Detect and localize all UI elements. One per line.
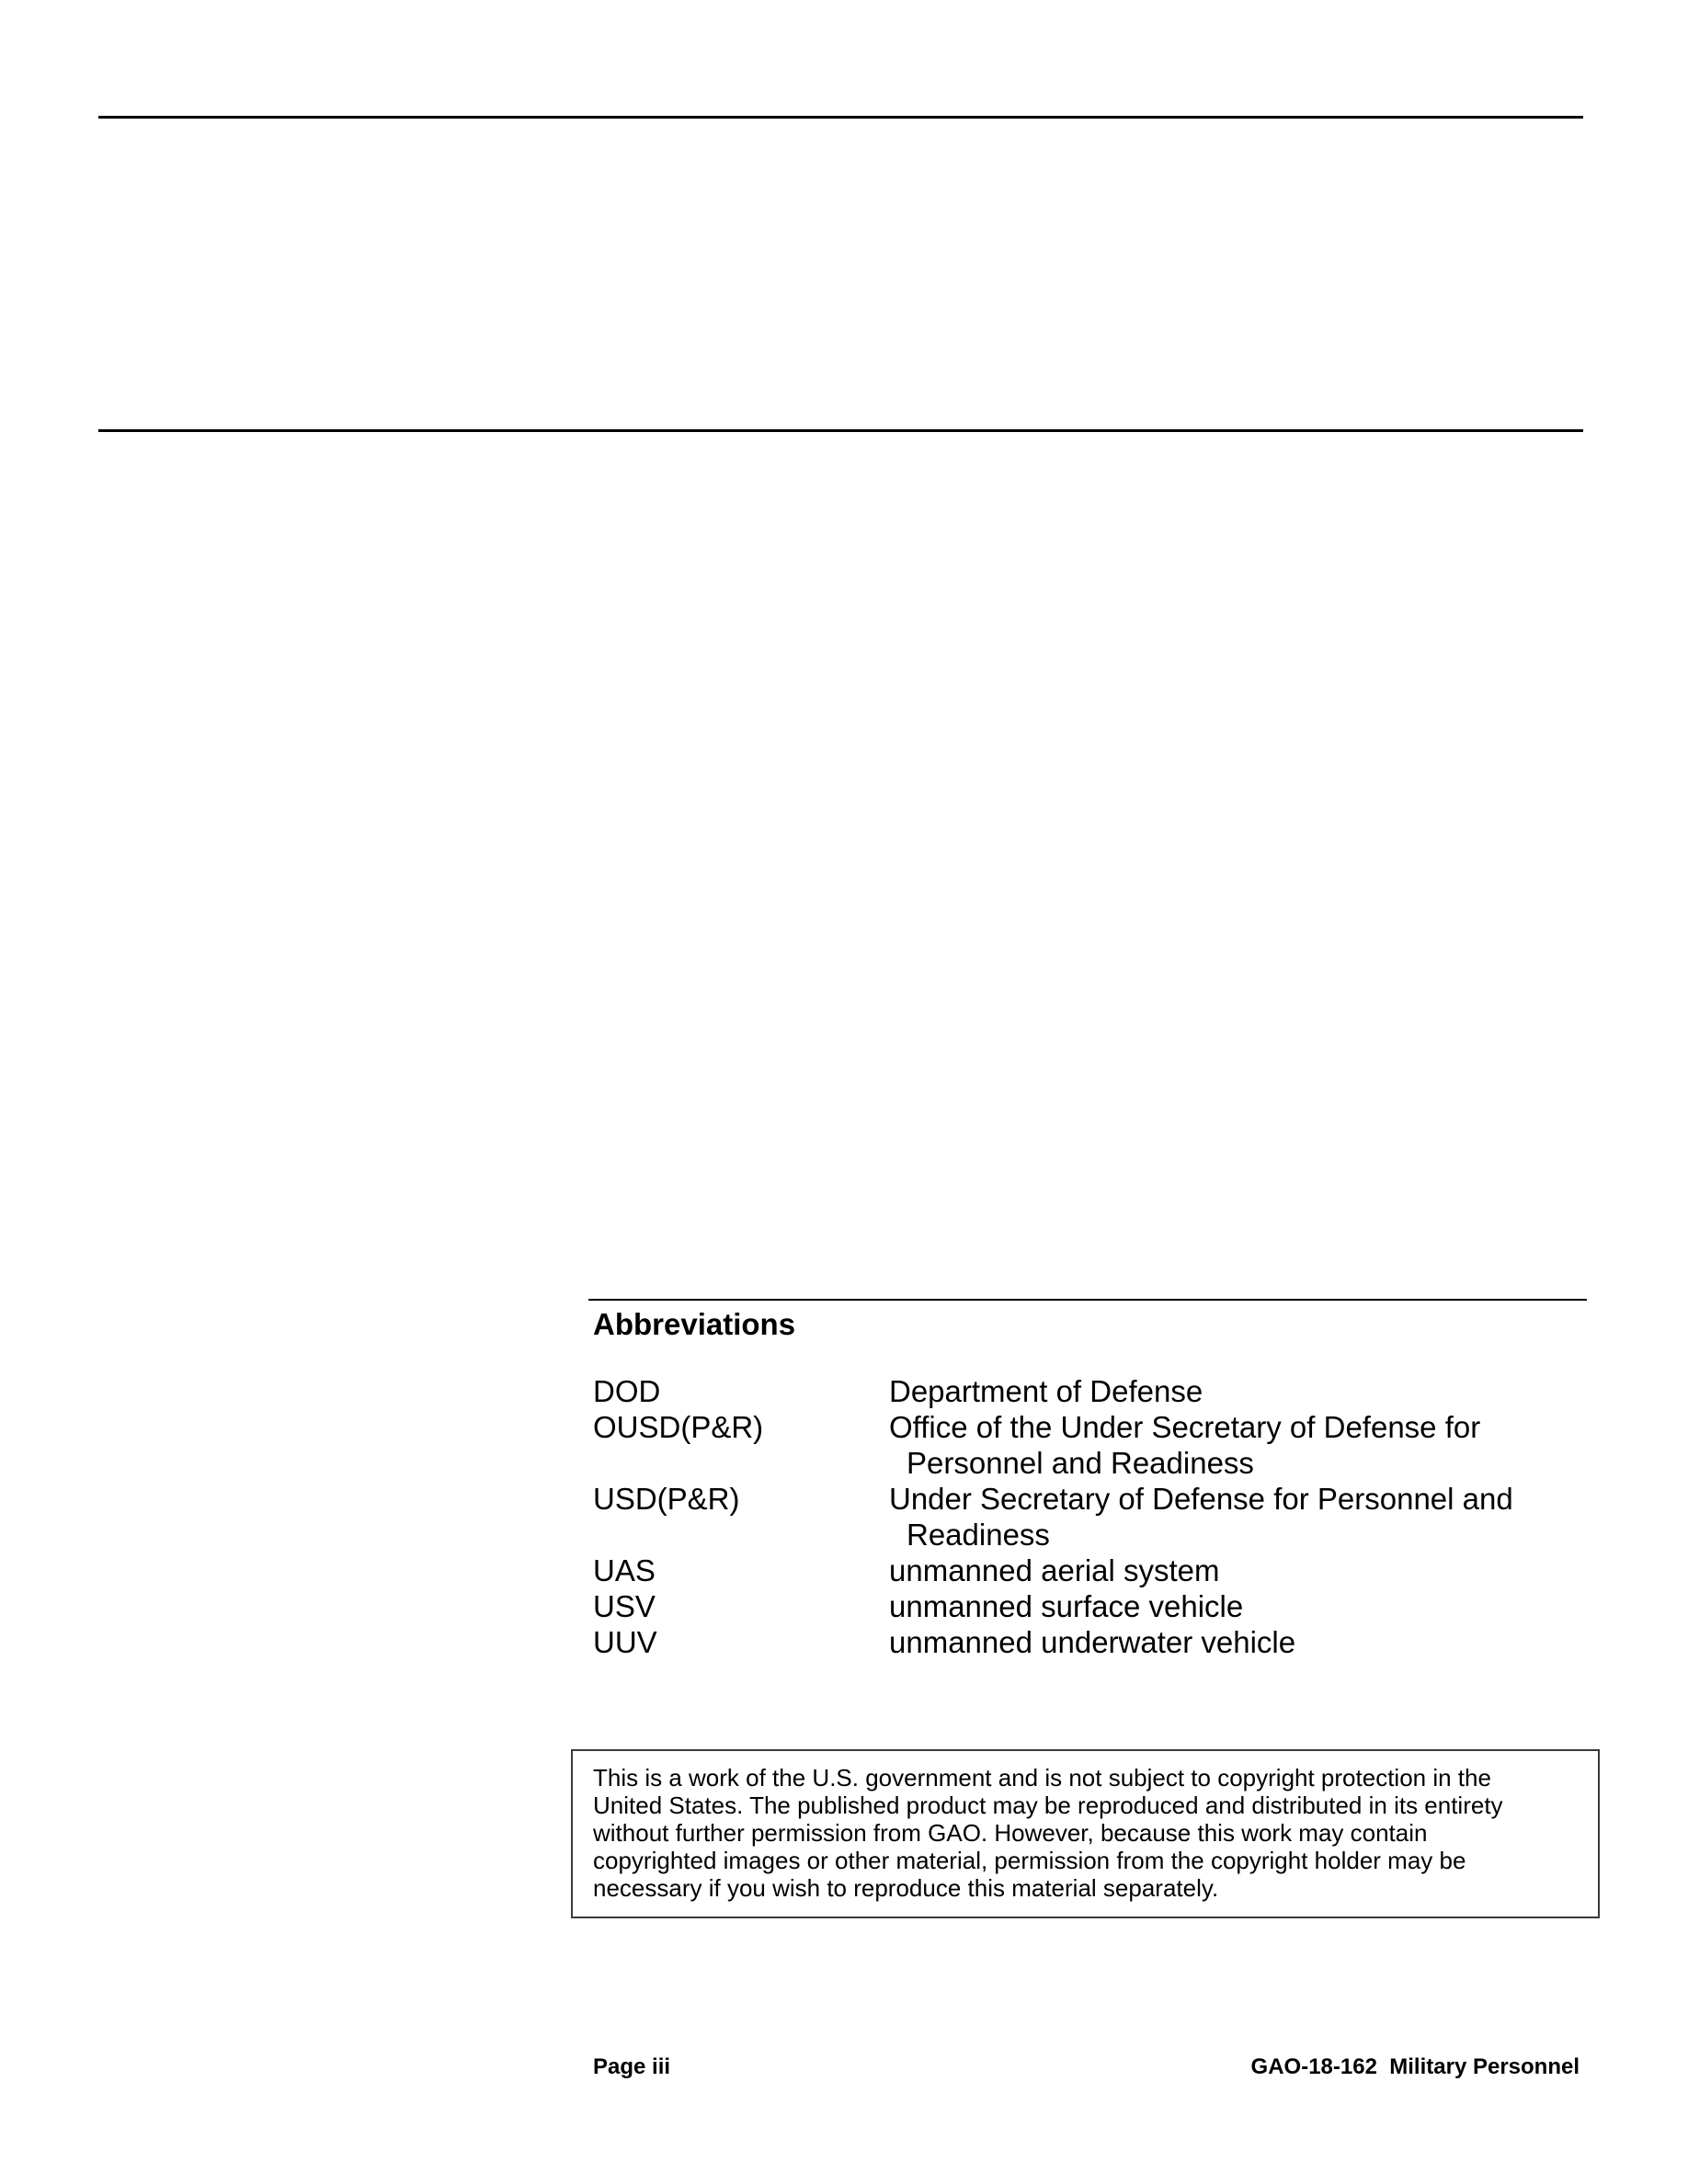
- abbreviation-row: [593, 1624, 1586, 1660]
- abbreviation-definition: [889, 1409, 1586, 1481]
- abbreviation-term: UAS: [593, 1553, 656, 1587]
- abbreviation-definition: [889, 1588, 1586, 1624]
- definition-line: Office of the Under Secretary of Defense for: [889, 1410, 1481, 1444]
- abbreviation-term: UUV: [593, 1625, 657, 1659]
- copyright-notice-text: [593, 1764, 1578, 1902]
- page-number: Page iii: [593, 2054, 671, 2079]
- abbreviations-divider: [588, 1299, 1587, 1301]
- report-id: GAO-18-162: [1250, 2054, 1377, 2079]
- abbreviation-term: USD(P&R): [593, 1482, 740, 1516]
- abbreviations-heading: Abbreviations: [593, 1307, 796, 1341]
- abbreviation-definition: [889, 1373, 1586, 1409]
- definition-line: unmanned underwater vehicle: [889, 1625, 1296, 1659]
- notice-line: copyrighted images or other material, permission from the copyright holder may be: [593, 1847, 1466, 1874]
- definition-line: unmanned aerial system: [889, 1553, 1220, 1587]
- abbreviation-definition: [889, 1553, 1586, 1588]
- abbreviation-row: [593, 1409, 1586, 1481]
- notice-line: necessary if you wish to reproduce this material separately.: [593, 1874, 1219, 1902]
- abbreviation-row: [593, 1373, 1586, 1409]
- copyright-notice-box: [571, 1749, 1600, 1918]
- header-bottom-divider: [98, 429, 1583, 432]
- definition-line: Department of Defense: [889, 1374, 1203, 1408]
- abbreviation-row: [593, 1588, 1586, 1624]
- definition-line: Readiness: [907, 1518, 1050, 1552]
- top-divider: [98, 116, 1583, 119]
- report-identifier: [1251, 2053, 1580, 2081]
- definition-line: Personnel and Readiness: [907, 1446, 1254, 1480]
- definition-line: unmanned surface vehicle: [889, 1589, 1244, 1623]
- abbreviation-term: USV: [593, 1589, 656, 1623]
- notice-line: without further permission from GAO. However, because this work may contain: [593, 1819, 1428, 1847]
- report-title: Military Personnel: [1389, 2054, 1580, 2079]
- abbreviation-row: [593, 1481, 1586, 1553]
- definition-line: Under Secretary of Defense for Personnel and: [889, 1482, 1513, 1516]
- notice-line: This is a work of the U.S. government and is not subject to copyright protection in the: [593, 1764, 1491, 1792]
- notice-line: United States. The published product may be reproduced and distributed in its entirety: [593, 1792, 1503, 1819]
- abbreviation-term: DOD: [593, 1374, 661, 1408]
- abbreviations-list: [593, 1373, 1586, 1660]
- abbreviation-row: [593, 1553, 1586, 1588]
- abbreviation-definition: [889, 1481, 1586, 1553]
- abbreviation-definition: [889, 1624, 1586, 1660]
- abbreviation-term: OUSD(P&R): [593, 1410, 764, 1444]
